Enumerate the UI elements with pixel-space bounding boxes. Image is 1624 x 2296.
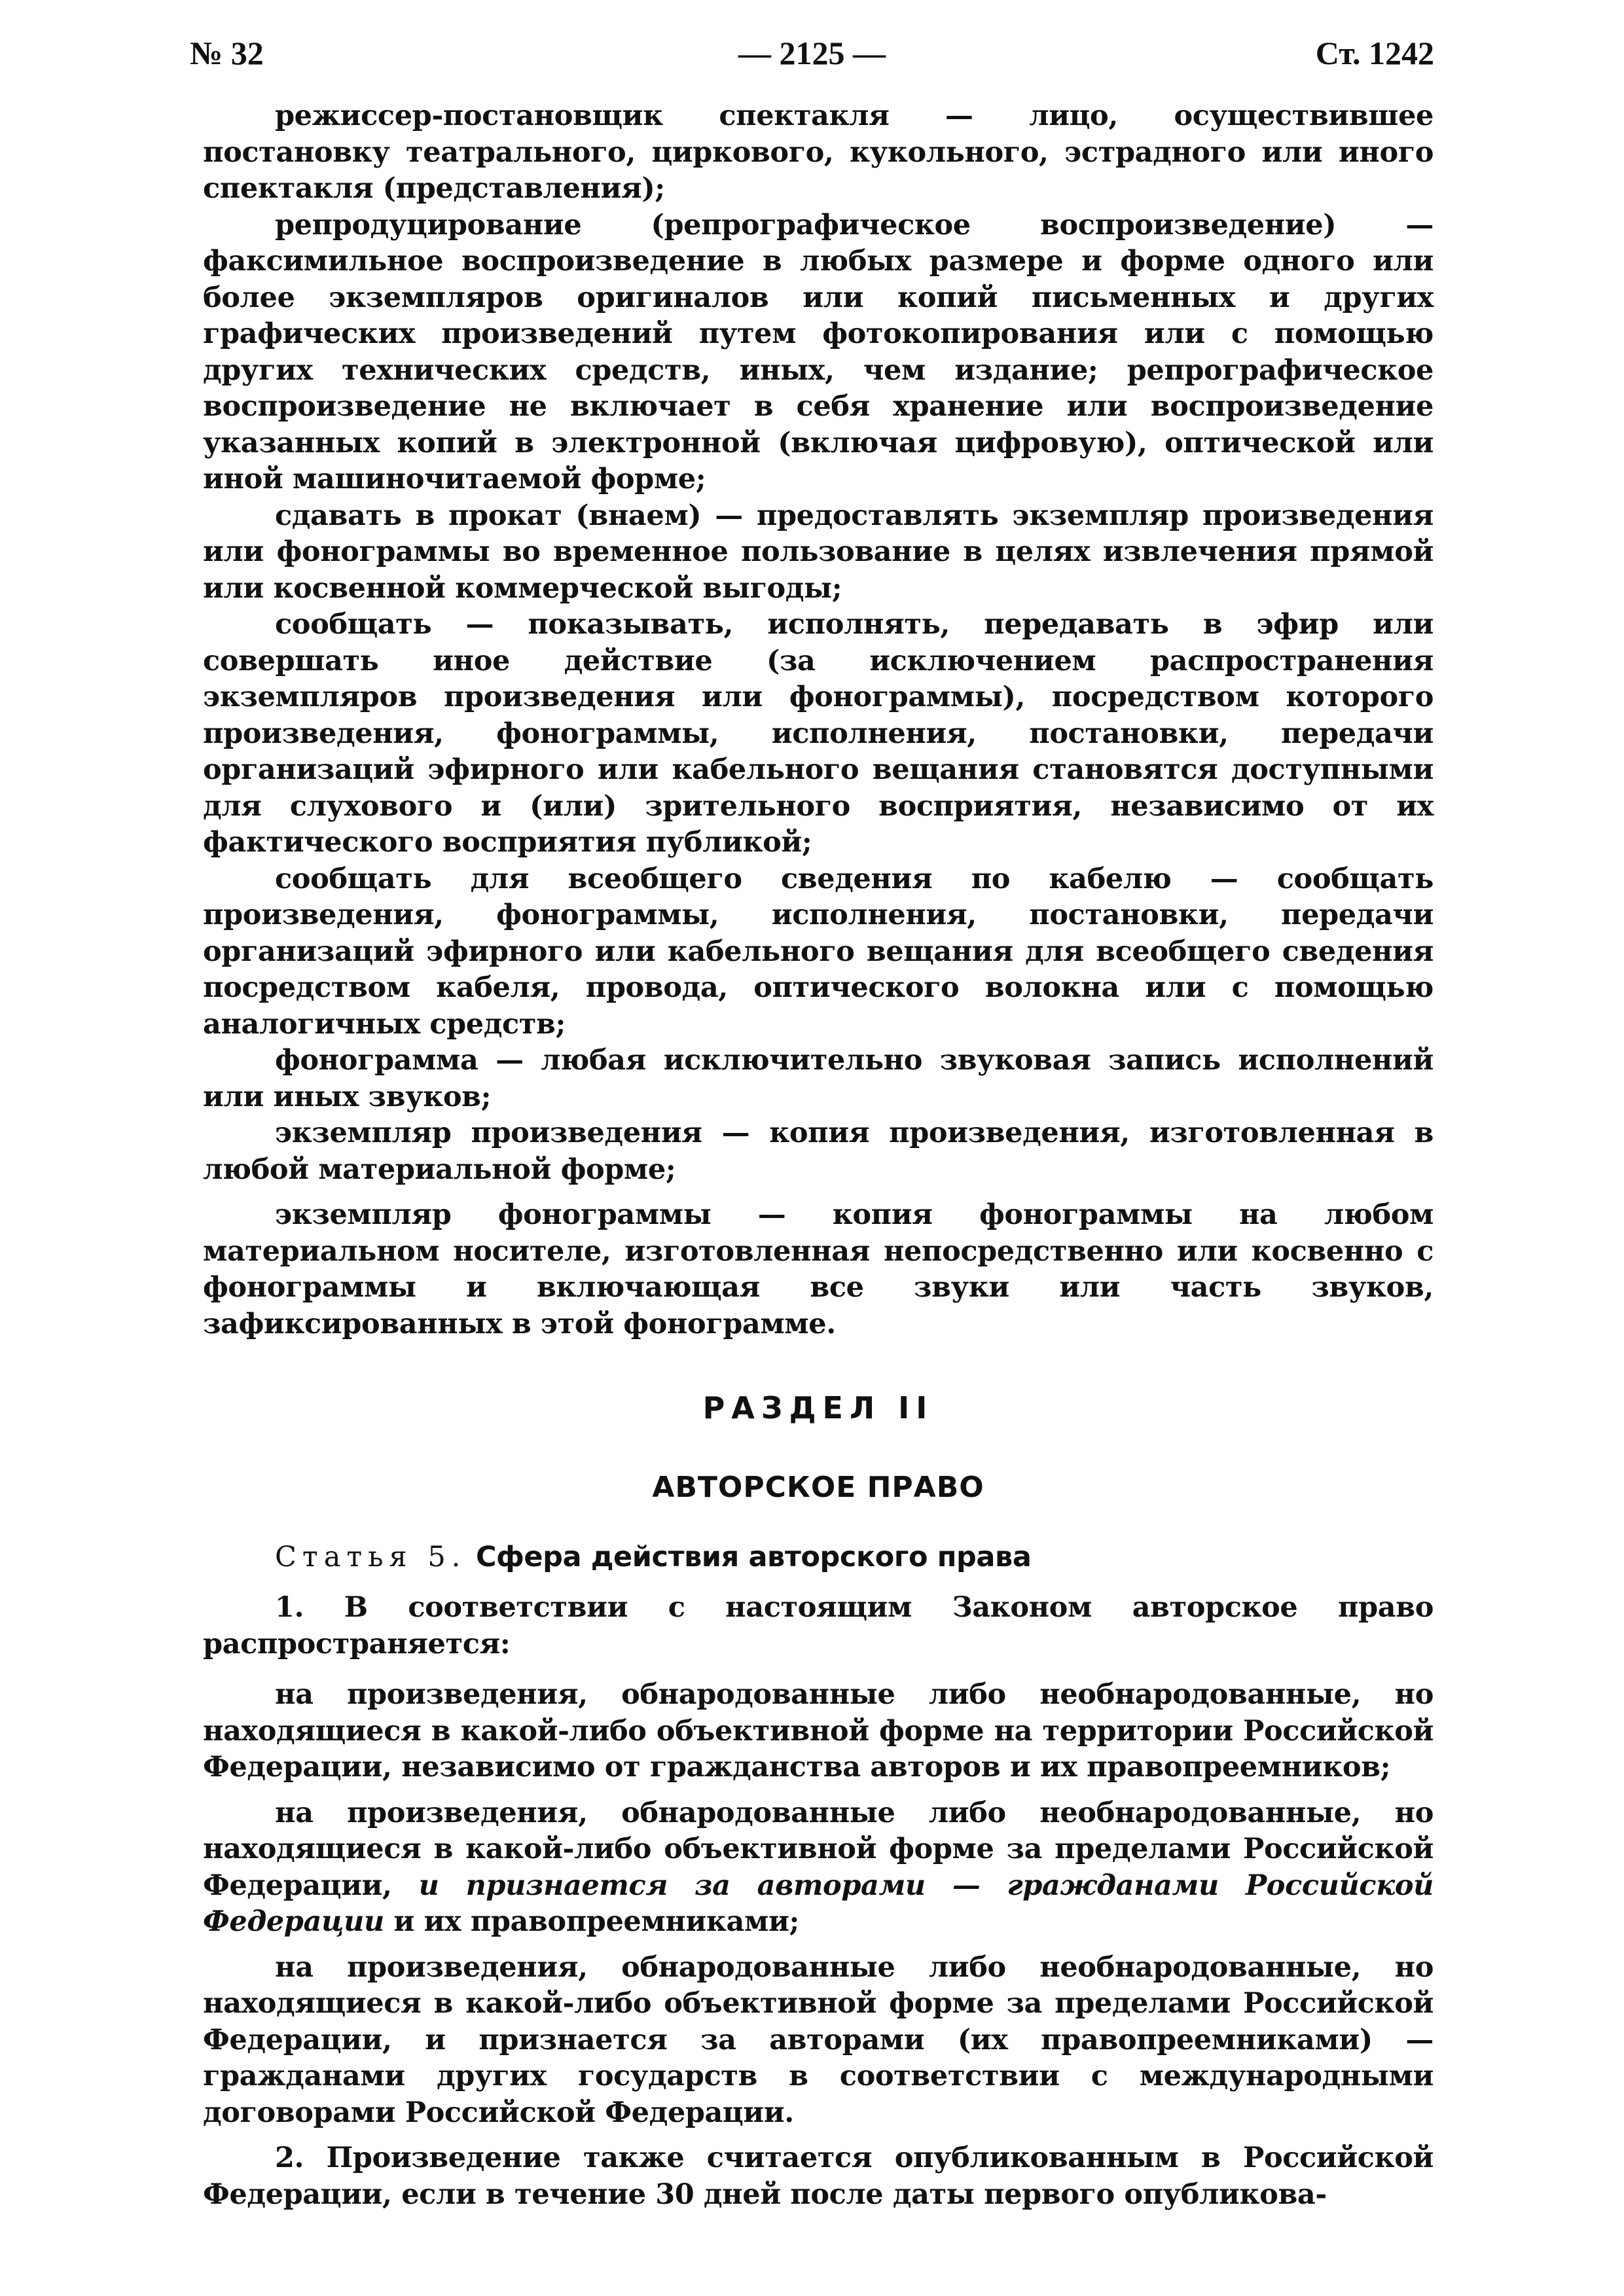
article-list-item: на произведения, обнародованные либо необнародованные, но находящиеся в какой-либо объективной форме за пределами Российской Федерации, и признается за авторами (их правопреемниками) — гражданами других государств в соответствии с международными договорами Российской Федерации. xyxy=(203,1950,1434,2129)
definition-paragraph: сообщать — показывать, исполнять, передавать в эфир или совершать иное действие (за исключением распространения экземпляров произведения или фонограммы), посредством которого произведения, фонограммы, исполнения, постановки, передачи организаций эфирного или кабельного вещания становятся доступными для слухового и (или) зрительного восприятия, независимо от их фактического восприятия публикой; xyxy=(203,608,1434,859)
definition-paragraph: сдавать в прокат (внаем) — предоставлять экземпляр произведения или фонограммы во временное пользование в целях извлечения прямой или косвенной коммерческой выгоды; xyxy=(203,499,1434,605)
section-subtitle: АВТОРСКОЕ ПРАВО xyxy=(652,1471,984,1504)
page-number: — 2125 — xyxy=(738,35,886,71)
article-label: Статья 5. xyxy=(275,1541,467,1573)
article-reference: Ст. 1242 xyxy=(1315,35,1434,71)
article-paragraph: 2. Произведение также считается опубликованным в Российской Федерации, если в течение 30 дней после даты первого опубликова- xyxy=(203,2142,1434,2211)
definition-paragraph: режиссер-постановщик спектакля — лицо, осуществившее постановку театрального, циркового, кукольного, эстрадного или иного спектакля (представления); xyxy=(203,99,1434,205)
section-title: РАЗДЕЛ II xyxy=(702,1390,934,1426)
issue-number: № 32 xyxy=(190,35,264,71)
item-text: на произведения, обнародованные либо необнародованные, но находящиеся в какой-либо объективной форме за пределами Российской Федерации, xyxy=(203,1796,1434,1902)
article-title: Сфера действия авторского права xyxy=(475,1541,1032,1573)
article-list-item xyxy=(203,1795,1434,1941)
article-paragraph: 1. В соответствии с настоящим Законом авторское право распространяется: xyxy=(203,1591,1434,1660)
running-header xyxy=(190,34,1434,80)
definition-paragraph: экземпляр произведения — копия произведения, изготовленная в любой материальной форме; xyxy=(203,1117,1434,1186)
definition-paragraph: экземпляр фонограммы — копия фонограммы на любом материальном носителе, изготовленная непосредственно или косвенно с фонограммы и включающая все звуки или часть звуков, зафиксированных в этой фонограмме. xyxy=(203,1198,1434,1340)
item-italic-text: и признается за авторами — гражданами Российской Федерации xyxy=(203,1869,1434,1938)
article-list-item: на произведения, обнародованные либо необнародованные, но находящиеся в какой-либо объективной форме на территории Российской Федерации, независимо от гражданства авторов и их правопреемников; xyxy=(203,1678,1434,1784)
definition-paragraph: фонограмма — любая исключительно звуковая запись исполнений или иных звуков; xyxy=(203,1044,1434,1113)
item-text: и их правопреемниками; xyxy=(393,1905,799,1938)
definition-paragraph: сообщать для всеобщего сведения по кабелю — сообщать произведения, фонограммы, исполнения, постановки, передачи организаций эфирного или кабельного вещания для всеобщего сведения посредством кабеля, провода, оптического волокна или с помощью аналогичных средств; xyxy=(203,862,1434,1041)
article-heading xyxy=(203,1539,1434,1575)
definition-paragraph: репродуцирование (репрографическое воспроизведение) — факсимильное воспроизведение в любых размере и форме одного или более экземпляров оригиналов или копий письменных и других графических произведений путем фотокопирования или с помощью других технических средств, иных, чем издание; репрографическое воспроизведение не включает в себя хранение или воспроизведение указанных копий в электронной (включая цифровую), оптической или иной машиночитаемой форме; xyxy=(203,208,1434,495)
body-text xyxy=(203,98,1434,2213)
